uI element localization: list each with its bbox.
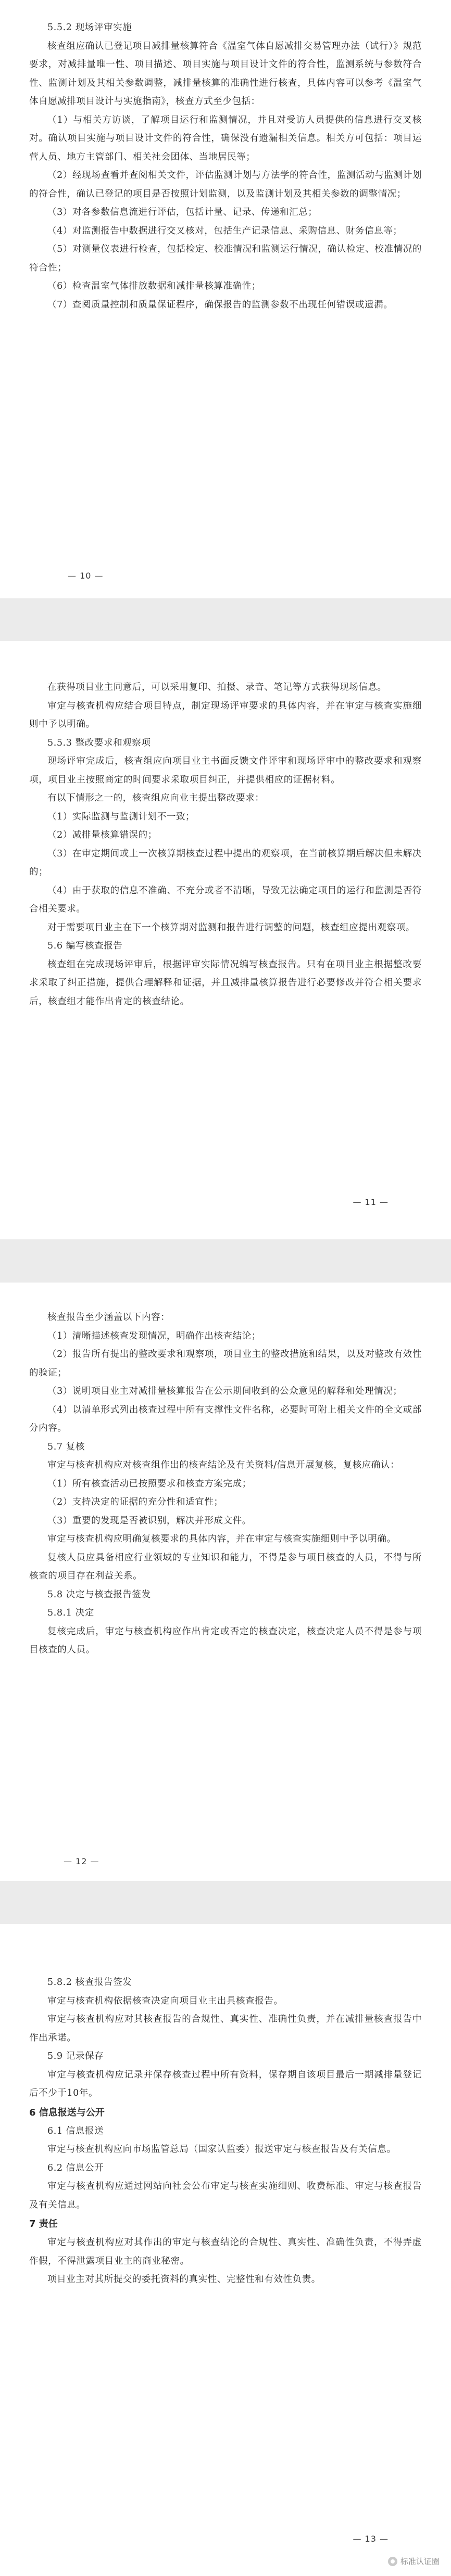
watermark bbox=[388, 2556, 440, 2567]
paragraph: 审定与核查机构应结合项目特点，制定现场评审要求的具体内容，并在审定与核查实施细则中予以明确。 bbox=[29, 700, 422, 729]
paragraph: （4）由于获取的信息不准确、不充分或者不清晰，导致无法确定项目的运行和监测是否符合相关要求。 bbox=[29, 885, 422, 914]
paragraph: 核查组应确认已登记项目减排量核算符合《温室气体自愿减排交易管理办法（试行）》规范要求，对减排量唯一性、项目描述、项目实施与项目设计文件的符合性，监测系统与参数符合性、监测计划及其相关参数调整，减排量核算的准确性进行核查，具体内容可以参考《温室气体自愿减排项目设计与实施指南》，核查方式至少包括： bbox=[29, 41, 422, 107]
page-body bbox=[29, 19, 422, 314]
paragraph: 复核人员应具备相应行业领域的专业知识和能力，不得是参与项目核查的人员，不得与所核查的项目存在利益关系。 bbox=[29, 1552, 422, 1581]
paragraph: 在获得项目业主同意后，可以采用复印、拍摄、录音、笔记等方式获得现场信息。 bbox=[47, 682, 387, 693]
watermark-text: 标准认证圈 bbox=[400, 2557, 440, 2566]
section-heading: 5.6 编写核查报告 bbox=[47, 941, 123, 951]
section-heading: 5.8.1 决定 bbox=[47, 1608, 94, 1618]
page-number: — 13 — bbox=[353, 2534, 389, 2544]
paragraph: 核查组在完成现场评审后，根据评审实际情况编写核查报告。只有在项目业主根据整改要求采取了纠正措施，提供合理解释和证据，并且减排量核算报告进行必要修改并符合相关要求后，核查组才能作出肯定的核查结论。 bbox=[29, 959, 422, 1007]
document-page-12 bbox=[0, 1283, 451, 1881]
paragraph: 核查报告至少涵盖以下内容： bbox=[47, 1312, 170, 1323]
section-heading: 6 信息报送与公开 bbox=[29, 2107, 105, 2118]
paragraph: 审定与核查机构应向市场监管总局（国家认监委）报送审定与核查报告及有关信息。 bbox=[47, 2144, 396, 2155]
paragraph: 审定与核查机构应明确复核要求的具体内容，并在审定与核查实施细则中予以明确。 bbox=[47, 1534, 396, 1544]
paragraph: （3）对各参数信息流进行评估，包括计量、记录、传递和汇总； bbox=[47, 207, 318, 217]
page-number: — 12 — bbox=[64, 1856, 99, 1866]
paragraph: （1）清晰描述核查发现情况，明确作出核查结论； bbox=[47, 1330, 261, 1341]
paragraph: （1）实际监测与监测计划不一致； bbox=[47, 811, 195, 822]
paragraph: （1）所有核查活动已按照要求和核查方案完成； bbox=[47, 1478, 252, 1489]
paragraph: 审定与核查机构应通过网站向社会公布审定与核查实施细则、收费标准、审定与核查报告及有关信息。 bbox=[29, 2181, 422, 2210]
document-page-11 bbox=[0, 641, 451, 1239]
paragraph: 有以下情形之一的，核查组应向业主提出整改要求： bbox=[47, 793, 265, 803]
paragraph: （1）与相关方访谈，了解项目运行和监测情况，并且对受访人员提供的信息进行交叉核对。确认项目实施与项目设计文件的符合性，确保没有遗漏相关信息。相关方可包括：项目运营人员、地方主管部门、相关社会团体、当地居民等； bbox=[29, 114, 422, 162]
section-heading: 5.5.3 整改要求和观察项 bbox=[47, 737, 151, 748]
paragraph: （4）以清单形式列出核查过程中所有支撑性文件名称，必要时可附上相关文件的全文或部分内容。 bbox=[29, 1404, 422, 1433]
wechat-icon bbox=[388, 2557, 397, 2566]
page-body bbox=[29, 1309, 422, 1660]
paragraph: （3）在审定期间或上一次核算期核查过程中提出的观察项，在当前核算期后解决但未解决的； bbox=[29, 848, 422, 877]
paragraph: （2）支持决定的证据的充分性和适宜性； bbox=[47, 1497, 223, 1507]
paragraph: （2）经现场查看并查阅相关文件，评估监测计划与方法学的符合性，监测活动与监测计划的符合性，确认已登记的项目是否按照计划监测，以及监测计划及其相关参数的调整情况； bbox=[29, 170, 422, 199]
document-page-10 bbox=[0, 0, 451, 598]
paragraph: 审定与核查机构应对其作出的审定与核查结论的合规性、真实性、准确性负责，不得弄虚作假，不得泄露项目业主的商业秘密。 bbox=[29, 2237, 422, 2266]
section-heading: 7 责任 bbox=[29, 2219, 58, 2229]
paragraph: 审定与核查机构应对核查组作出的核查结论及有关资料/信息开展复核，复核应确认： bbox=[47, 1460, 400, 1470]
paragraph: 审定与核查机构应记录并保存核查过程中所有资料，保存期自该项目最后一期减排量登记后不少于10年。 bbox=[29, 2069, 422, 2098]
paragraph: 审定与核查机构应对其核查报告的合规性、真实性、准确性负责，并在减排量核查报告中作出承诺。 bbox=[29, 2014, 422, 2043]
section-heading: 5.8.2 核查报告签发 bbox=[47, 1977, 132, 1988]
paragraph: （2）减排量核算错误的； bbox=[47, 830, 157, 840]
page-number: — 11 — bbox=[353, 1197, 389, 1207]
paragraph: （3）说明项目业主对减排量核算报告在公示期间收到的公众意见的解释和处理情况； bbox=[47, 1386, 403, 1396]
paragraph: （7）查阅质量控制和质量保证程序，确保报告的监测参数不出现任何错误或遗漏。 bbox=[47, 299, 393, 310]
section-heading: 6.1 信息报送 bbox=[47, 2125, 104, 2136]
paragraph: 复核完成后，审定与核查机构应作出肯定或否定的核查决定，核查决定人员不得是参与项目核查的人员。 bbox=[29, 1626, 422, 1655]
paragraph: （3）重要的发现是否被识别，解决并形成文件。 bbox=[47, 1515, 252, 1526]
section-heading: 6.2 信息公开 bbox=[47, 2162, 104, 2173]
paragraph: 项目业主对其所提交的委托资料的真实性、完整性和有效性负责。 bbox=[47, 2274, 321, 2285]
document-page-13 bbox=[0, 1924, 451, 2576]
section-heading: 5.5.2 现场评审实施 bbox=[47, 22, 132, 33]
paragraph: 现场评审完成后，核查组应向项目业主书面反馈文件评审和现场评审中的整改要求和观察项，项目业主按照商定的时间要求采取项目纠正，并提供相应的证据材料。 bbox=[29, 756, 422, 785]
page-body bbox=[29, 678, 422, 1011]
paragraph: 对于需要项目业主在下一个核算期对监测和报告进行调整的问题，核查组应提出观察项。 bbox=[47, 922, 415, 933]
page-body bbox=[29, 1973, 422, 2289]
section-heading: 5.8 决定与核查报告签发 bbox=[47, 1589, 151, 1600]
section-heading: 5.7 复核 bbox=[47, 1441, 85, 1452]
paragraph: 审定与核查机构依据核查决定向项目业主出具核查报告。 bbox=[47, 1995, 283, 2006]
paragraph: （5）对测量仪表进行检查，包括检定、校准情况和监测运行情况，确认检定、校准情况的符合性； bbox=[29, 244, 422, 273]
paragraph: （6）检查温室气体排放数据和减排量核算准确性； bbox=[47, 281, 261, 291]
paragraph: （4）对监测报告中数据进行交叉核对，包括生产记录信息、采购信息、财务信息等； bbox=[47, 225, 403, 236]
page-number: — 10 — bbox=[68, 571, 104, 581]
section-heading: 5.9 记录保存 bbox=[47, 2051, 104, 2061]
paragraph: （2）报告所有提出的整改要求和观察项，项目业主的整改措施和结果，以及对整改有效性的验证； bbox=[29, 1349, 422, 1378]
